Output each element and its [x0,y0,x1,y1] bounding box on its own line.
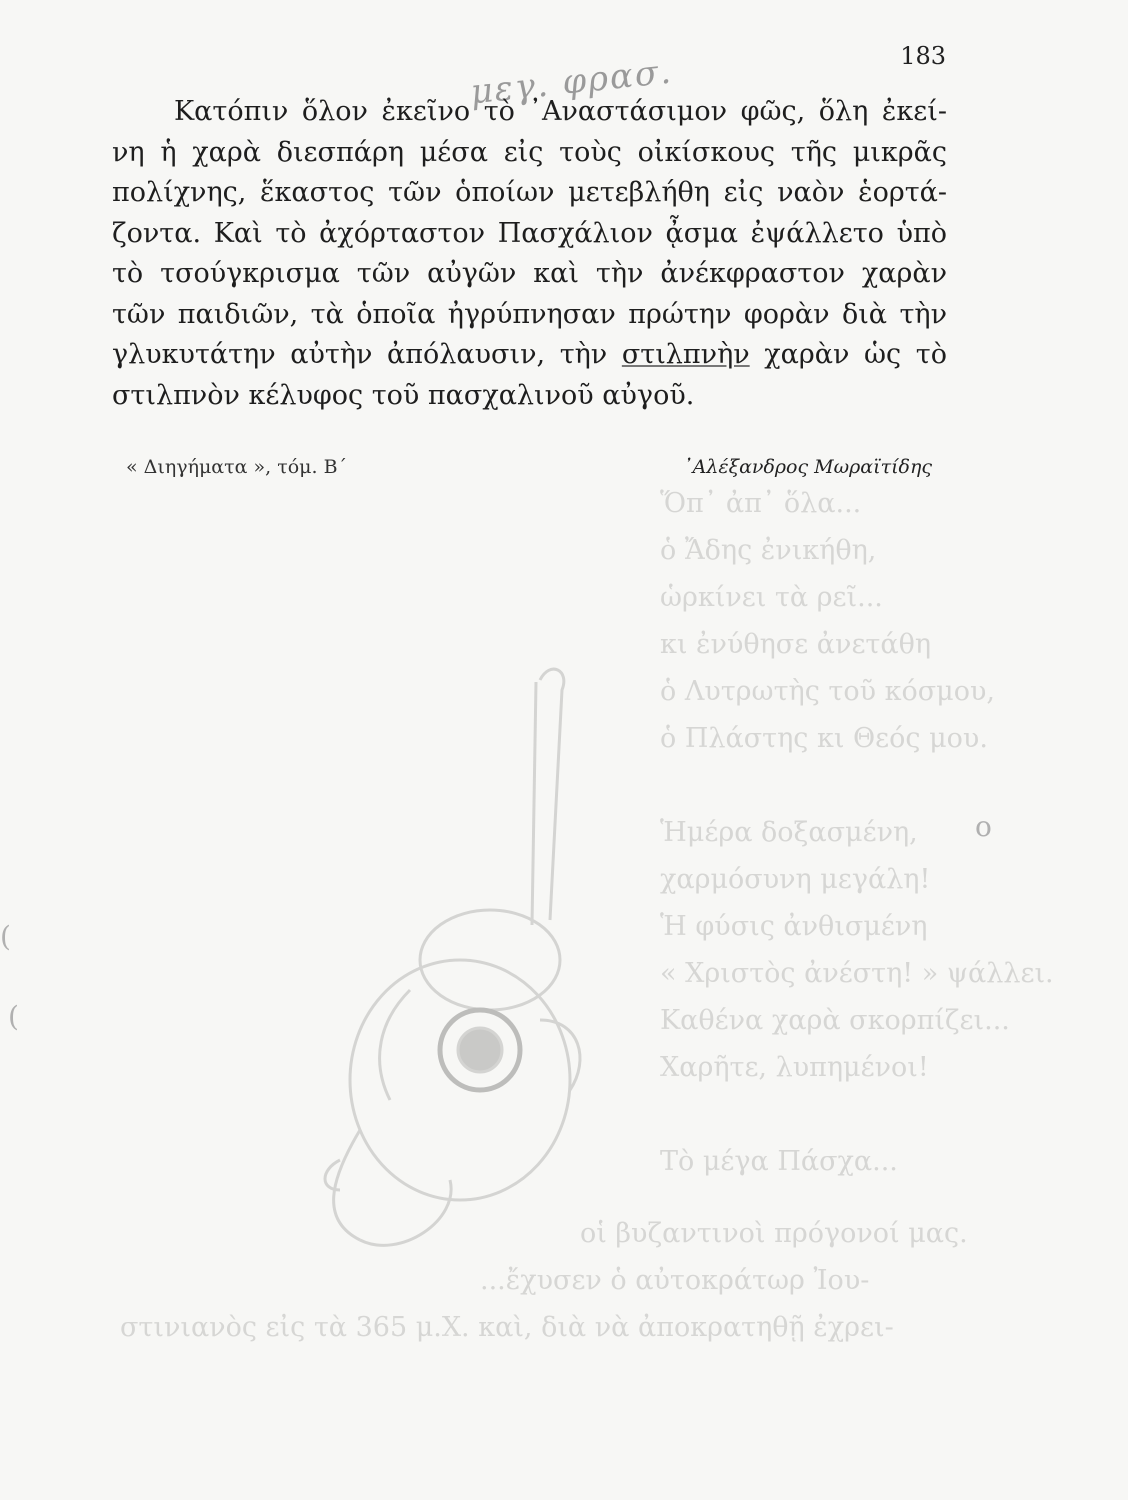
bleed-line: χαρμόσυνη μεγάλη! [660,864,931,895]
margin-mark-right: o [975,810,992,843]
bleed-line: Ἡ φύσις ἀνθισμένη [660,911,928,942]
bleed-line: ὁ Ἄδης ἐνικήθη, [660,535,877,566]
paragraph-line: τῶν παιδιῶν, τὰ ὁποῖα ἠγρύπνησαν πρώτην φορὰν διὰ τὴν [112,298,947,330]
line-segment: γλυκυτάτην αὐτὴν ἀπόλαυσιν, τὴν [112,339,608,370]
paragraph-line: τὸ τσούγκρισμα τῶν αὐγῶν καὶ τὴν ἀνέκφραστον χαρὰν [112,258,947,289]
bleed-line: Τὸ μέγα Πάσχα... [660,1146,898,1177]
bleed-through-illustration [300,660,600,1260]
bleed-line: ὡρκίνει τὰ ρεῖ... [660,582,883,613]
paragraph-line: στιλπνὸν κέλυφος τοῦ πασχαλινοῦ αὐγοῦ. [112,379,695,411]
citation-source: « Διηγήματα », τόμ. Β΄ [126,456,348,478]
page-number: 183 [900,42,946,70]
bleed-line: « Χριστὸς ἀνέστη! » ψάλλει. [660,958,1054,989]
bleed-line: ὁ Λυτρωτὴς τοῦ κόσμου, [660,676,995,707]
bleed-line: ὁ Πλάστης κι Θεός μου. [660,723,988,754]
paragraph-line-underlined [112,335,947,376]
main-paragraph [112,92,947,416]
bleed-line [660,1091,1054,1138]
underlined-word: στιλπνὴν [621,339,750,370]
citation [126,456,932,486]
bleed-line [660,762,1054,809]
handwritten-note: μεγ. φρασ. [468,51,675,113]
citation-author: ᾿Αλέξανδρος Μωραϊτίδης [683,456,932,478]
bleed-line: Ἡμέρα δοξασμένη, [660,817,918,848]
margin-mark-left: ( [0,920,11,953]
bleed-line: Ὅπ᾿ ἀπ᾿ ὅλα... [660,488,862,519]
bleed-line: ...ἔχυσεν ὁ αὐτοκράτωρ Ἰου- [480,1265,870,1296]
paragraph-line: ζοντα. Καὶ τὸ ἀχόρταστον Πασχάλιον ᾆσμα ἐψάλλετο ὑπὸ [112,217,947,249]
paragraph-line: Κατόπιν ὅλον ἐκεῖνο τὸ ᾿Αναστάσιμον φῶς, ὅλη ἐκεί- [174,96,947,127]
bleed-line: Καθένα χαρὰ σκορπίζει... [660,1005,1010,1036]
bleed-line: κι ἐνύθησε ἀνετάθη [660,629,932,660]
margin-mark-left-2: ( [8,1000,19,1033]
bleed-line: στινιανὸς εἰς τὰ 365 μ.Χ. καὶ, διὰ νὰ ἀποκρατηθῇ ἐχρει- [120,1312,894,1343]
paragraph-line: πολίχνης, ἕκαστος τῶν ὁποίων μετεβλήθη εἰς ναὸν ἑορτά- [112,177,947,208]
line-segment: χαρὰν ὡς τὸ [764,339,947,370]
bleed-line: Χαρῆτε, λυπημένοι! [660,1052,929,1083]
bleed-line: οἱ βυζαντινοὶ πρόγονοί μας. [580,1218,968,1249]
bleed-through-right [660,480,1054,1185]
paragraph-line: νη ἡ χαρὰ διεσπάρη μέσα εἰς τοὺς οἰκίσκους τῆς μικρᾶς [112,136,947,168]
